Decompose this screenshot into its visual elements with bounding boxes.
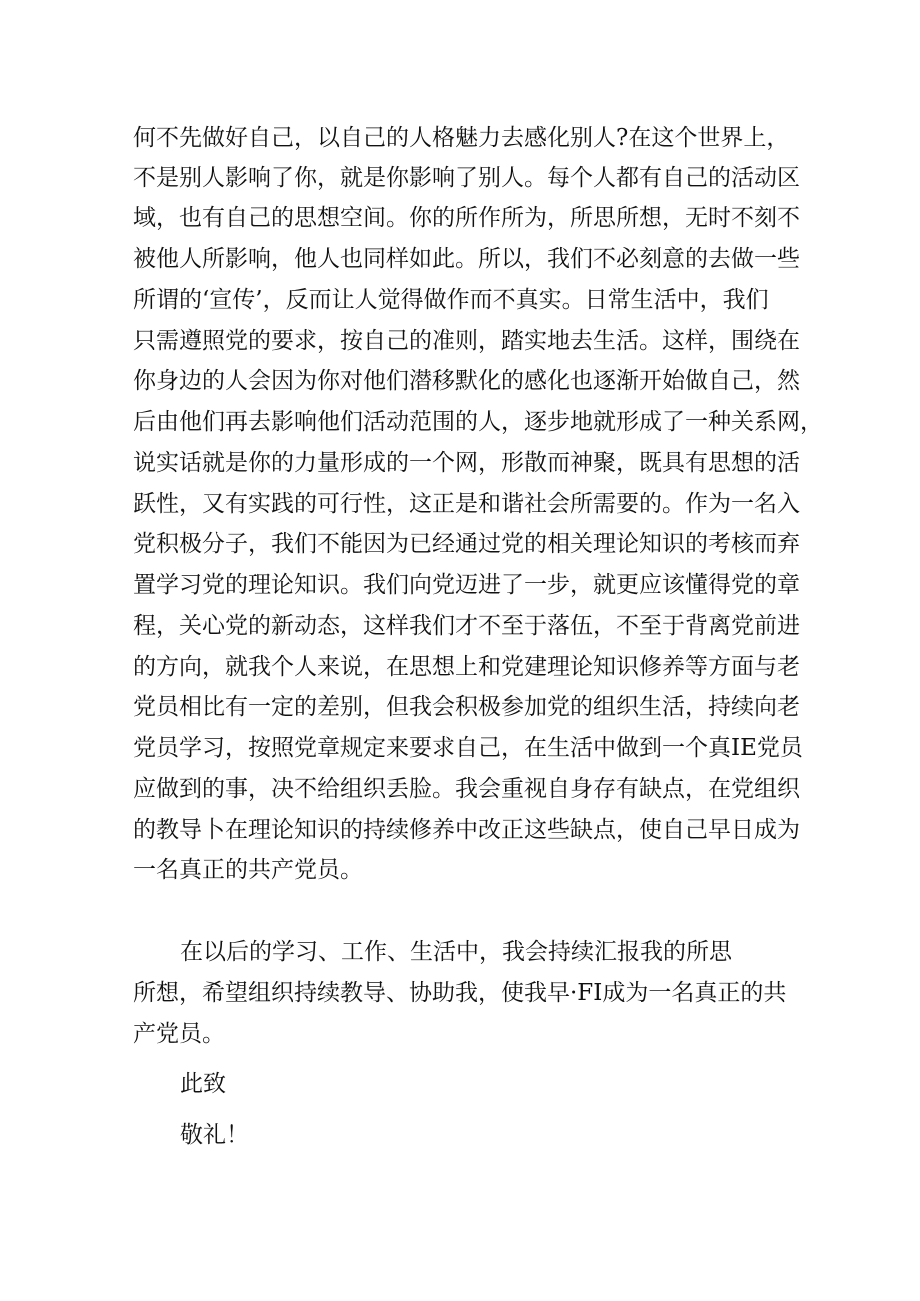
text-line: 党员相比有一定的差别，但我会积极参加党的组织生活，持续向老 bbox=[133, 694, 800, 720]
text-line: 被他人所影响，他人也同样如此。所以，我们不必刻意的去做一些 bbox=[133, 246, 800, 272]
text-line: 所想，希望组织持续教导、协助我，使我早·FI成为一名真正的共 bbox=[133, 980, 787, 1006]
text-line: 说实话就是你的力量形成的一个网，形散而神聚，既具有思想的活 bbox=[133, 450, 800, 476]
text-line: 后由他们再去影响他们活动范围的人，逐步地就形成了一种关系网， bbox=[133, 409, 823, 435]
text-line: 的方向，就我个人来说，在思想上和党建理论知识修养等方面与老 bbox=[133, 654, 800, 680]
text-line: 不是别人影响了你，就是你影响了别人。每个人都有自己的活动区 bbox=[133, 165, 800, 191]
text-line: 的教导卜在理论知识的持续修养中改正这些缺点，使自己早日成为 bbox=[133, 817, 800, 843]
text-line: 只需遵照党的要求，按自己的准则，踏实地去生活。这样，围绕在 bbox=[133, 328, 800, 354]
text-line: 党积极分子，我们不能因为已经通过党的相关理论知识的考核而弃 bbox=[133, 531, 800, 557]
text-line: 程，关心党的新动态，这样我们才不至于落伍，不至于背离党前进 bbox=[133, 613, 800, 639]
text-line: 党员学习，按照党章规定来要求自己，在生活中做到一个真IE党员 bbox=[133, 735, 803, 761]
text-line: 域，也有自己的思想空间。你的所作所为，所思所想，无时不刻不 bbox=[133, 205, 800, 231]
text-line: 产党员。 bbox=[133, 1021, 225, 1047]
text-line: 应做到的事，决不给组织丢脸。我会重视自身存有缺点，在党组织 bbox=[133, 776, 800, 802]
text-line: 何不先做好自己，以自己的人格魅力去感化别人?在这个世界上， bbox=[133, 125, 790, 151]
text-line: 跃性，又有实践的可行性，这正是和谐社会所需要的。作为一名入 bbox=[133, 491, 800, 517]
text-line: 一名真正的共产党员。 bbox=[133, 857, 363, 883]
closing-regards: 敬礼！ bbox=[180, 1122, 249, 1148]
text-line: 所谓的‘宣传’，反而让人觉得做作而不真实。日常生活中，我们 bbox=[133, 287, 769, 313]
text-line: 置学习党的理论知识。我们向党迈进了一步，就更应该懂得党的章 bbox=[133, 572, 800, 598]
text-line: 你身边的人会因为你对他们潜移默化的感化也逐渐开始做自己，然 bbox=[133, 368, 800, 394]
text-line: 在以后的学习、工作、生活中，我会持续汇报我的所思 bbox=[180, 939, 732, 965]
closing-salutation: 此致 bbox=[180, 1071, 226, 1097]
